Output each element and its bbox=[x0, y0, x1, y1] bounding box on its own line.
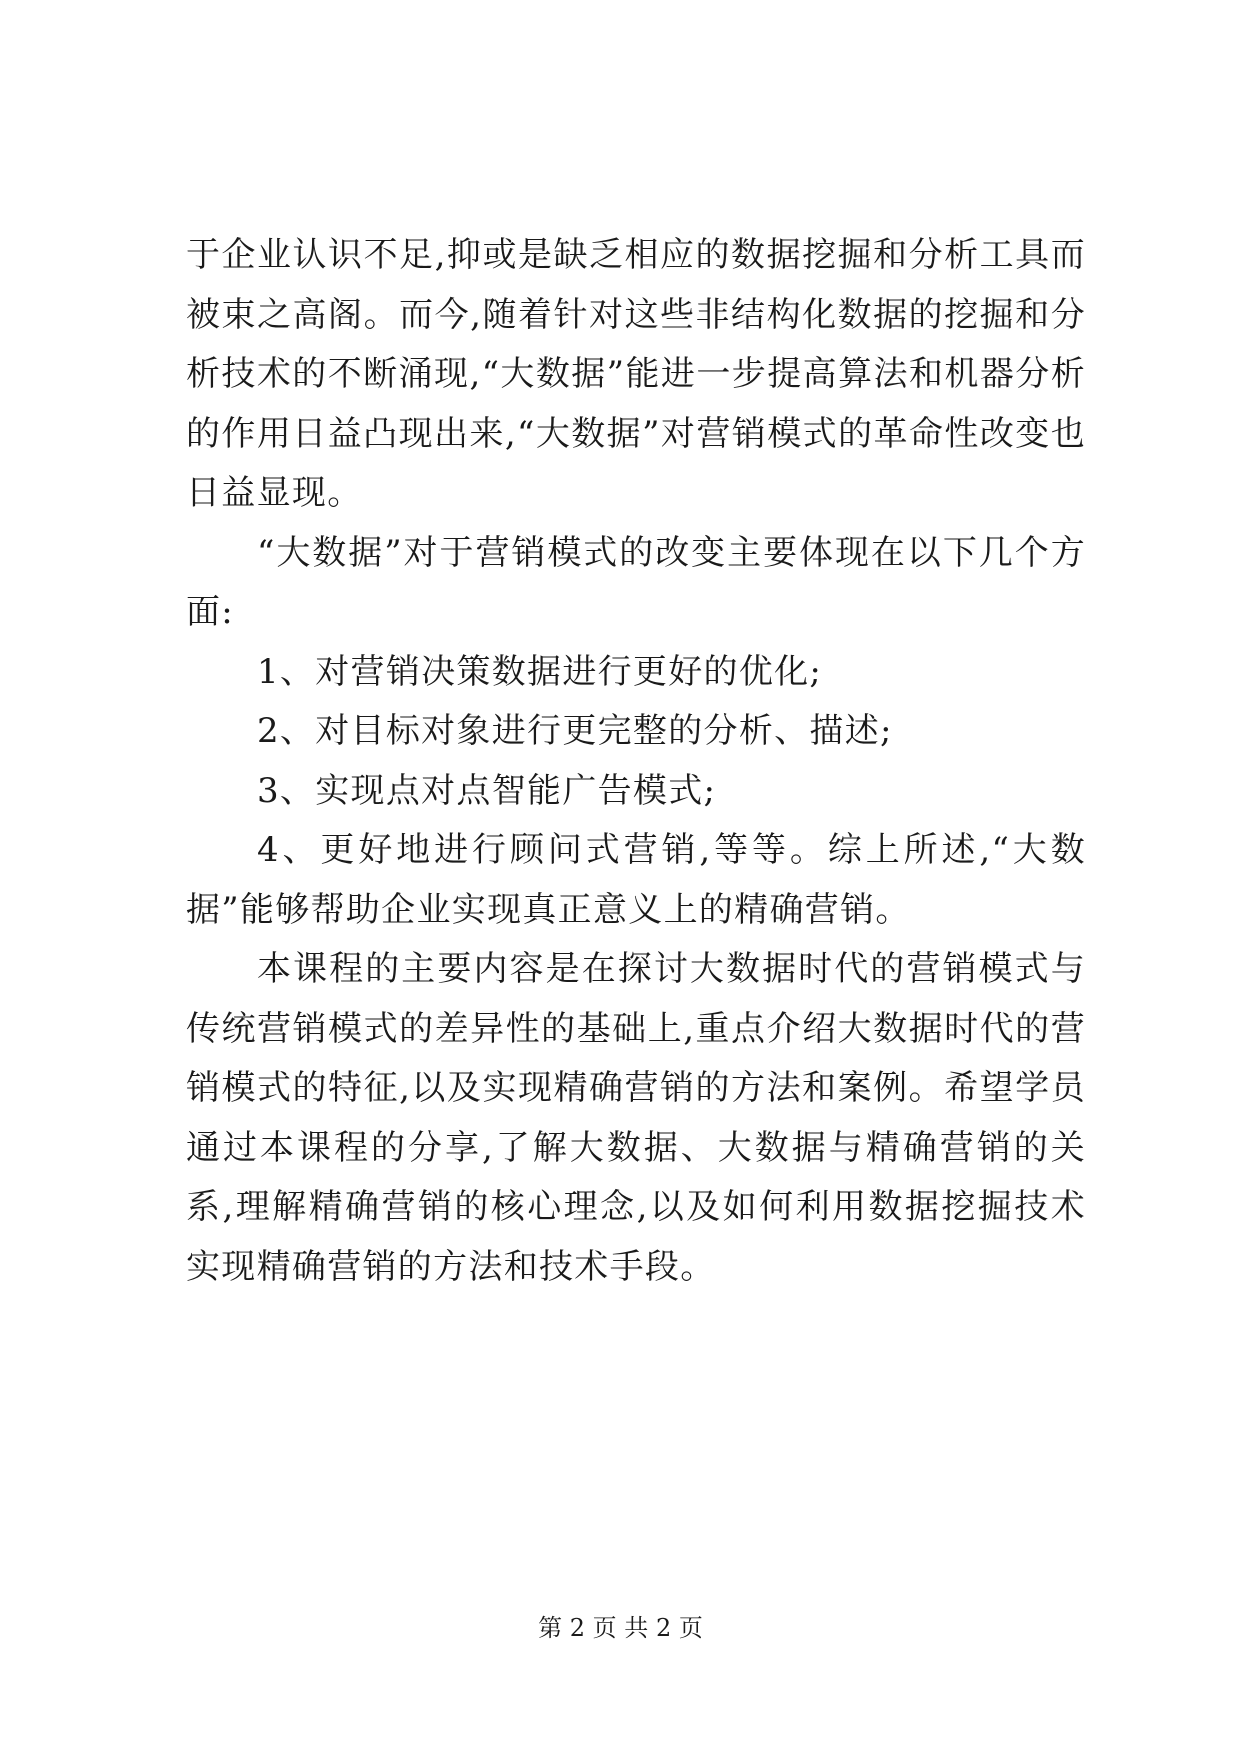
list-item-3: 3、实现点对点智能广告模式; bbox=[257, 770, 717, 811]
list-item-4: 4、更好地进行顾问式营销,等等。综上所述,“大数据”能够帮助企业实现真正意义上的精确营销。 bbox=[186, 830, 1086, 930]
paragraph-continuation: 于企业认识不足,抑或是缺乏相应的数据挖掘和分析工具而被束之高阁。而今,随着针对这些非结构化数据的挖掘和分析技术的不断涌现,“大数据”能进一步提高算法和机器分析的作用日益凸现出来,“大数据”对营销模式的革命性改变也日益显现。 bbox=[186, 235, 1086, 513]
list-item-2: 2、对目标对象进行更完整的分析、描述; bbox=[257, 711, 893, 751]
page-number-footer: 第 2 页 共 2 页 bbox=[538, 1614, 703, 1642]
list-item-1: 1、对营销决策数据进行更好的优化; bbox=[257, 651, 823, 692]
paragraph-course-summary: 本课程的主要内容是在探讨大数据时代的营销模式与传统营销模式的差异性的基础上,重点介绍大数据时代的营销模式的特征,以及实现精确营销的方法和案例。希望学员通过本课程的分享,了解大数据、大数据与精确营销的关系,理解精确营销的核心理念,以及如何利用数据挖掘技术实现精确营销的方法和技术手段。 bbox=[186, 949, 1086, 1287]
paragraph-intro-list: “大数据”对于营销模式的改变主要体现在以下几个方面: bbox=[186, 532, 1086, 632]
document-body bbox=[186, 226, 1086, 1297]
